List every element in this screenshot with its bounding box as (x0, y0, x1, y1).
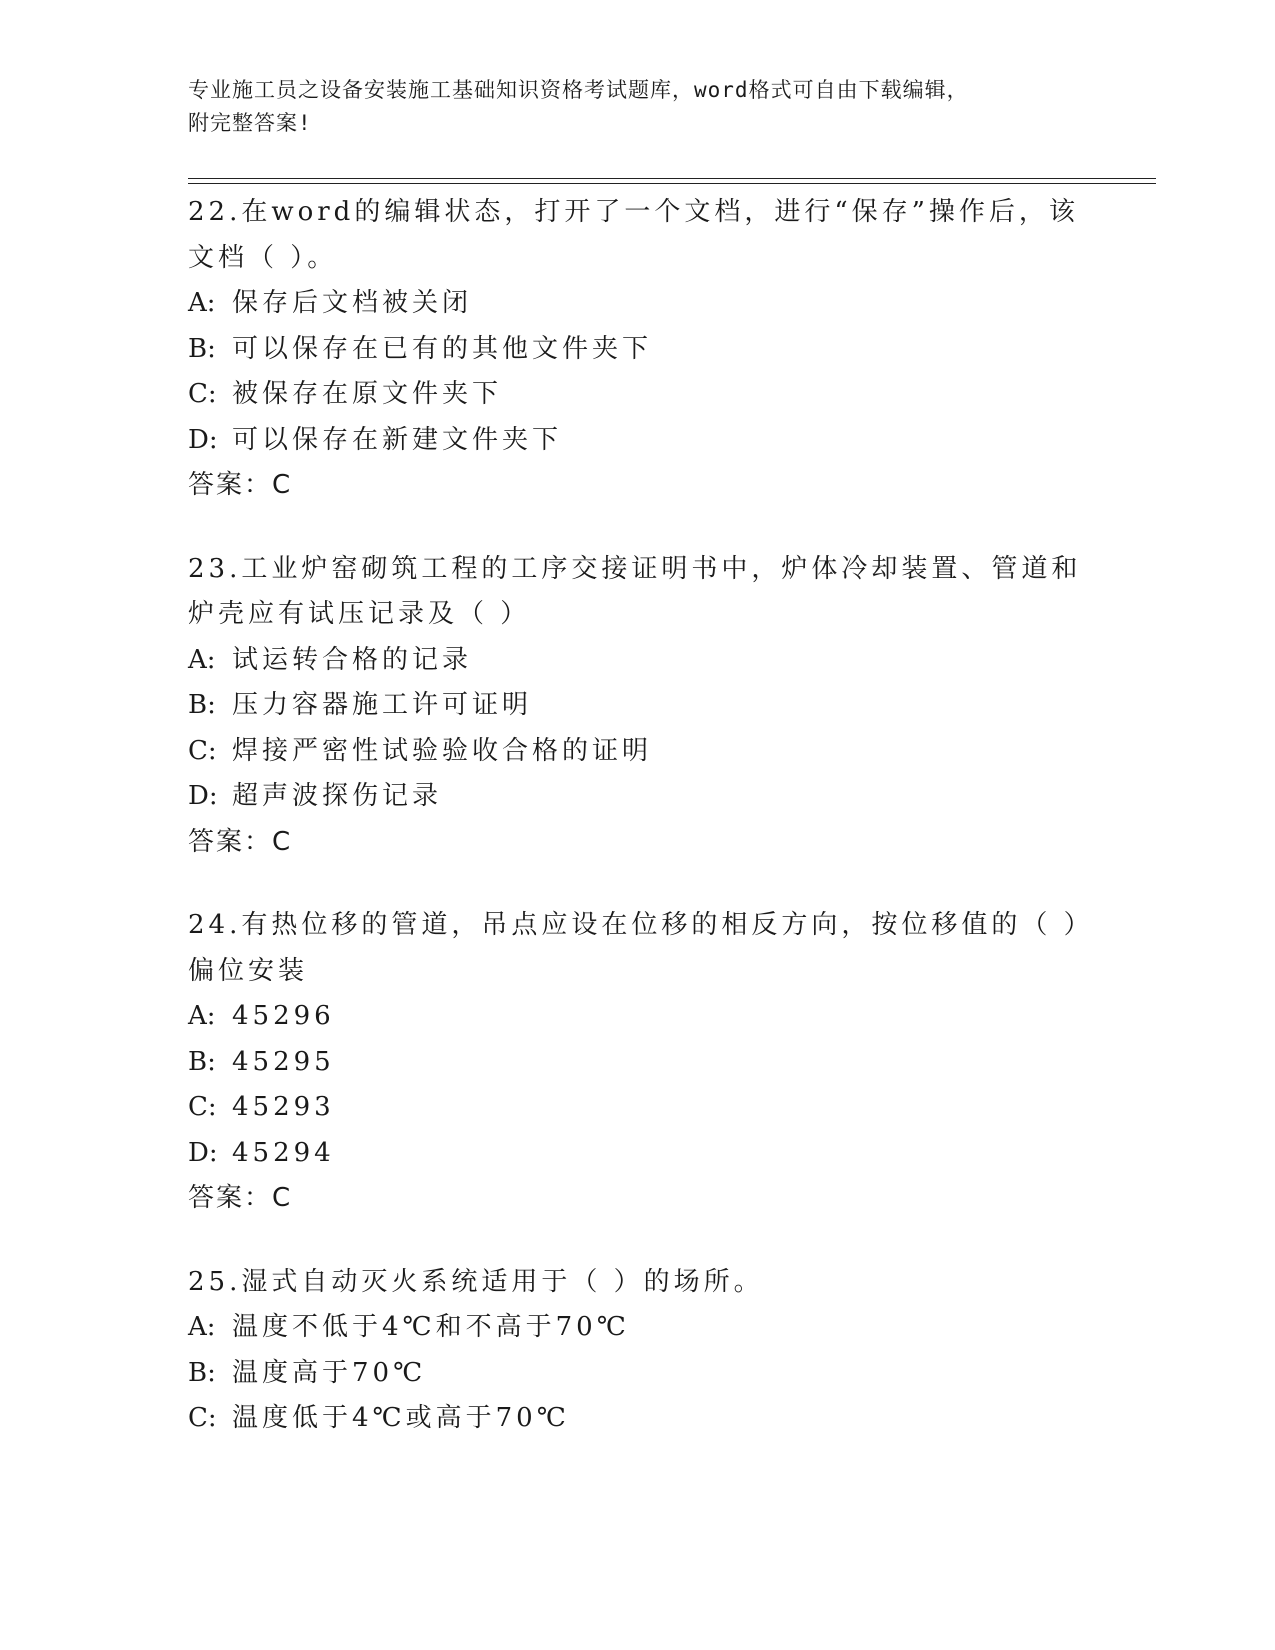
option-key: C: (188, 735, 217, 766)
option-text: 压力容器施工许可证明 (232, 690, 533, 720)
option-key: C: (188, 1403, 217, 1433)
option-text: 45293 (232, 1092, 335, 1122)
question-25 (188, 1260, 1088, 1442)
option-a (188, 1305, 1088, 1351)
option-key: C: (188, 379, 217, 409)
option-a (188, 638, 1088, 684)
question-24 (188, 903, 1088, 1222)
option-key: A: (188, 1312, 216, 1342)
option-key: B: (188, 1357, 216, 1388)
option-text: 温度高于70℃ (232, 1357, 427, 1388)
option-d (188, 1131, 1088, 1177)
document-header (188, 74, 1088, 140)
option-text: 焊接严密性试验验收合格的证明 (232, 735, 653, 766)
header-line-1: 专业施工员之设备安装施工基础知识资格考试题库，word格式可自由下载编辑， (188, 78, 969, 102)
header-line-2: 附完整答案! (188, 111, 312, 135)
question-22 (188, 190, 1088, 509)
option-c (188, 372, 1088, 418)
option-key: D: (188, 781, 218, 811)
option-b (188, 1040, 1088, 1086)
answer-line: 答案：C (188, 1183, 293, 1213)
option-text: 可以保存在已有的其他文件夹下 (232, 333, 653, 364)
option-b (188, 1351, 1088, 1397)
option-b (188, 327, 1088, 373)
option-text: 45296 (232, 1001, 335, 1031)
question-list (188, 190, 1088, 1480)
question-23 (188, 547, 1088, 866)
question-stem: 22.在word的编辑状态，打开了一个文档，进行“保存”操作后，该文档（ ）。 (188, 197, 1079, 273)
question-stem: 24.有热位移的管道，吊点应设在位移的相反方向，按位移值的（ ）偏位安装 (188, 910, 1081, 986)
answer-line: 答案：C (188, 470, 293, 500)
option-text: 被保存在原文件夹下 (232, 379, 503, 409)
option-a (188, 281, 1088, 327)
option-text: 超声波探伤记录 (232, 781, 443, 811)
option-key: B: (188, 1046, 216, 1077)
option-c (188, 1396, 1088, 1442)
option-text: 温度低于4℃或高于70℃ (232, 1403, 570, 1433)
option-d (188, 418, 1088, 464)
option-key: A: (188, 288, 216, 318)
option-b (188, 683, 1088, 729)
option-key: D: (188, 424, 218, 455)
option-key: B: (188, 690, 216, 720)
header-divider-top (188, 178, 1156, 179)
question-stem: 23.工业炉窑砌筑工程的工序交接证明书中，炉体冷却装置、管道和炉壳应有试压记录及（ ） (188, 553, 1082, 629)
option-a (188, 994, 1088, 1040)
option-key: A: (188, 644, 216, 675)
option-text: 保存后文档被关闭 (232, 288, 473, 318)
option-text: 试运转合格的记录 (232, 644, 473, 675)
option-key: B: (188, 333, 216, 364)
option-text: 可以保存在新建文件夹下 (232, 424, 563, 455)
option-text: 温度不低于4℃和不高于70℃ (232, 1312, 630, 1342)
option-c (188, 1085, 1088, 1131)
option-d (188, 774, 1088, 820)
option-text: 45295 (232, 1046, 335, 1077)
option-key: A: (188, 1001, 216, 1031)
answer-line: 答案：C (188, 826, 293, 857)
option-key: C: (188, 1092, 217, 1122)
option-c (188, 729, 1088, 775)
header-divider-bottom (188, 183, 1156, 184)
question-stem: 25.湿式自动灭火系统适用于（ ）的场所。 (188, 1266, 764, 1297)
option-text: 45294 (232, 1137, 335, 1168)
option-key: D: (188, 1137, 218, 1168)
